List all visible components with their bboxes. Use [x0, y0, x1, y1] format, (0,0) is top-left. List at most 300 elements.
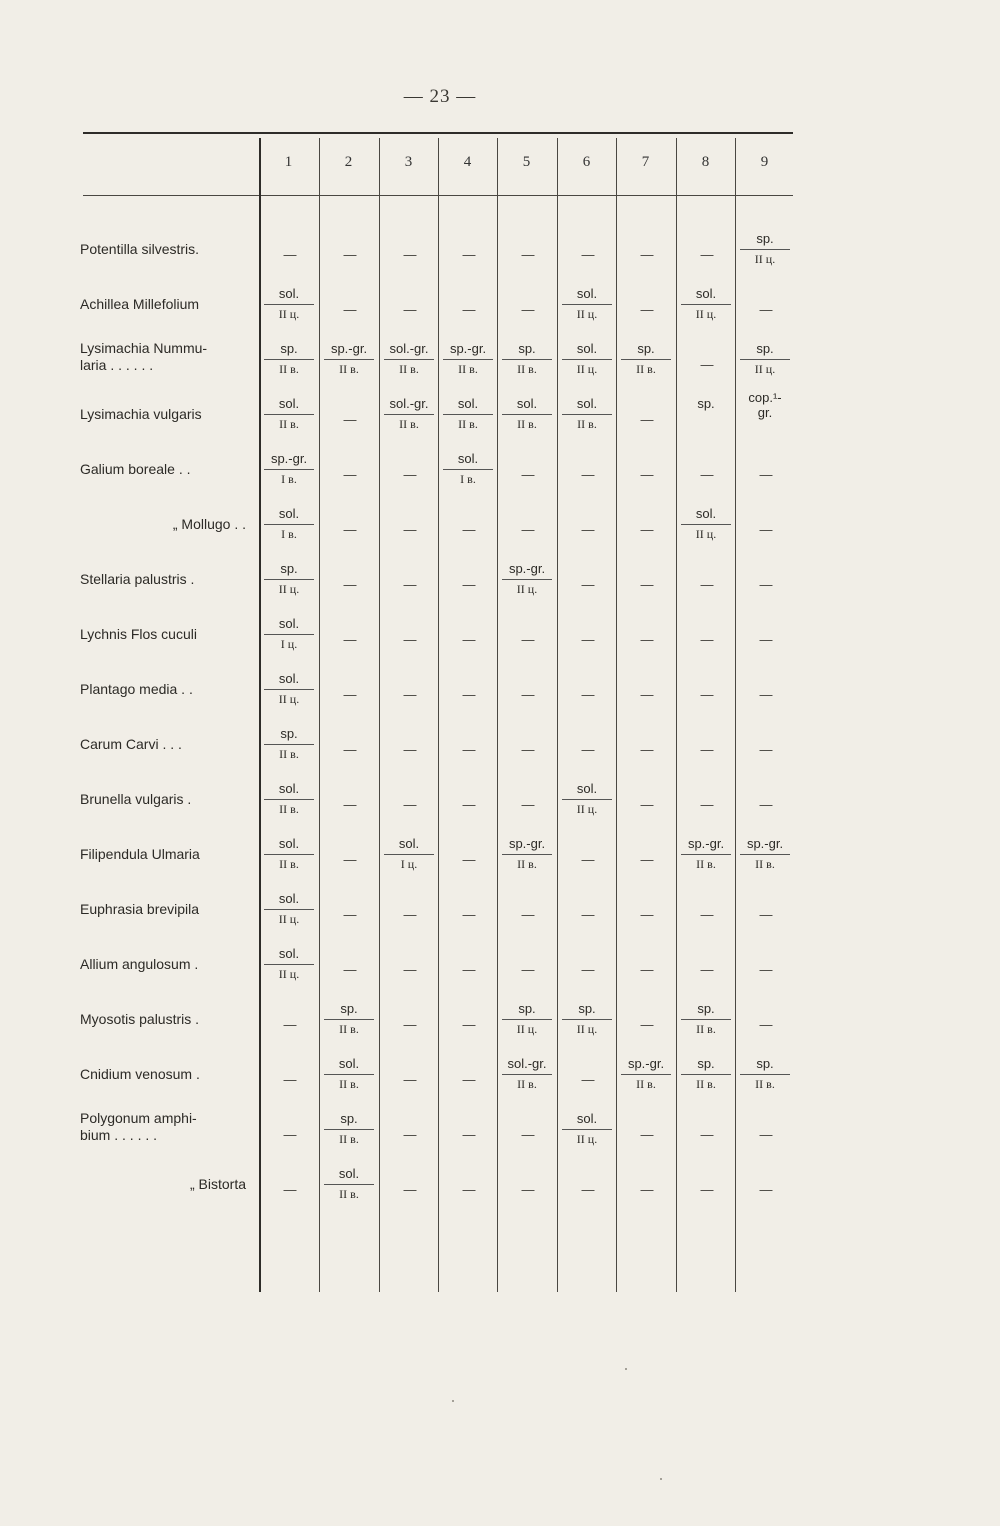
table-cell [737, 991, 796, 1046]
abundance-score: sol. [562, 1111, 612, 1130]
absent-dash: — [343, 302, 357, 317]
abundance-score: sol. [264, 506, 314, 525]
absent-dash: — [700, 742, 714, 757]
abundance-score: sp. [621, 341, 671, 360]
abundance-score: sol. [264, 616, 314, 635]
table-cell [381, 826, 440, 881]
phenology-stage: II в. [339, 1022, 359, 1036]
table-cell [261, 991, 320, 1046]
table-cell [499, 826, 558, 881]
absent-dash: — [403, 1072, 417, 1087]
table-cell [440, 221, 499, 276]
column-divider [676, 138, 677, 1292]
phenology-stage: II ц. [576, 362, 598, 376]
abundance-score: sp. [681, 1001, 731, 1020]
column-header-1: 1 [284, 154, 293, 170]
table-cell [618, 936, 677, 991]
table-row [0, 551, 1000, 606]
abundance-value [261, 781, 317, 817]
table-row [0, 716, 1000, 771]
table-cell [618, 1101, 677, 1156]
species-name [80, 386, 252, 441]
table-cell [499, 936, 558, 991]
species-name-line2: bium . . . . . . [80, 1127, 158, 1143]
absent-dash: — [759, 962, 773, 977]
absent-dash: — [521, 797, 535, 812]
abundance-value [261, 451, 317, 487]
abundance-score: sol. [681, 506, 731, 525]
table-cell [737, 496, 796, 551]
species-name [80, 1101, 252, 1156]
table-cell [261, 386, 320, 441]
table-cell [499, 1046, 558, 1101]
absent-dash: — [343, 632, 357, 647]
abundance-score: sp.-gr. [502, 836, 552, 855]
abundance-value [261, 286, 317, 322]
table-cell [381, 1156, 440, 1211]
table-cell [440, 386, 499, 441]
table-row [0, 441, 1000, 496]
table-cell [261, 1156, 320, 1211]
table-row [0, 826, 1000, 881]
table-cell [559, 826, 618, 881]
abundance-score: sol.-gr. [384, 396, 434, 415]
abundance-score: sp.-gr. [740, 836, 790, 855]
abundance-score: sol. [264, 946, 314, 965]
absent-dash: — [640, 907, 654, 922]
column-divider [259, 138, 261, 1292]
abundance-value [261, 836, 317, 872]
abundance-score: sp. [264, 561, 314, 580]
table-cell [499, 331, 558, 386]
species-name-text: Stellaria palustris . [80, 571, 195, 587]
phenology-stage: II в. [636, 1077, 656, 1091]
abundance-score: sol. [264, 396, 314, 415]
table-cell [737, 771, 796, 826]
abundance-score: sp. [740, 231, 790, 250]
table-cell [618, 1156, 677, 1211]
table-cell [678, 661, 737, 716]
abundance-score: sol. [264, 781, 314, 800]
table-cell [737, 661, 796, 716]
table-cell [559, 936, 618, 991]
abundance-value [678, 1001, 734, 1037]
abundance-score: sp. [324, 1001, 374, 1020]
table-row [0, 771, 1000, 826]
abundance-value [440, 451, 496, 487]
table-cell [559, 496, 618, 551]
phenology-stage: II ц. [695, 307, 717, 321]
column-header-8: 8 [701, 154, 710, 170]
table-cell [559, 771, 618, 826]
phenology-stage: II в. [696, 1022, 716, 1036]
abundance-value [499, 1001, 555, 1037]
table-cell [381, 716, 440, 771]
table-cell [678, 441, 737, 496]
phenology-stage: II ц. [754, 252, 776, 266]
column-divider [497, 138, 498, 1292]
abundance-value [261, 561, 317, 597]
species-name-text: Lychnis Flos cuculi [80, 626, 197, 642]
table-cell [559, 606, 618, 661]
absent-dash: — [343, 962, 357, 977]
table-cell [618, 496, 677, 551]
phenology-stage: II в. [339, 1077, 359, 1091]
abundance-score: sol. [264, 891, 314, 910]
species-name [80, 551, 252, 606]
table-cell [618, 551, 677, 606]
phenology-stage: I ц. [400, 857, 418, 871]
absent-dash: — [403, 962, 417, 977]
table-row [0, 1046, 1000, 1101]
phenology-stage: I ц. [280, 637, 298, 651]
table-cell [440, 881, 499, 936]
absent-dash: — [403, 632, 417, 647]
table-cell [499, 771, 558, 826]
phenology-stage: II в. [517, 417, 537, 431]
absent-dash: — [640, 412, 654, 427]
abundance-value [678, 836, 734, 872]
abundance-score: sol. [384, 836, 434, 855]
abundance-value [737, 1056, 793, 1092]
table-cell [618, 386, 677, 441]
species-name-text: Filipendula Ulmaria [80, 846, 200, 862]
absent-dash: — [462, 852, 476, 867]
absent-dash: — [581, 687, 595, 702]
table-cell [321, 276, 380, 331]
absent-dash: — [521, 1182, 535, 1197]
absent-dash: — [521, 687, 535, 702]
column-header-6: 6 [582, 154, 591, 170]
abundance-value [618, 1056, 674, 1092]
absent-dash: — [640, 797, 654, 812]
phenology-stage: II в. [517, 1077, 537, 1091]
abundance-score: sp.-gr. [681, 836, 731, 855]
table-cell [381, 221, 440, 276]
table-cell [737, 826, 796, 881]
species-name [80, 716, 252, 771]
species-name [80, 826, 252, 881]
table-cell [618, 1046, 677, 1101]
column-divider [319, 138, 320, 1292]
phenology-stage: II в. [458, 362, 478, 376]
table-row [0, 331, 1000, 386]
table-cell [678, 496, 737, 551]
absent-dash: — [640, 632, 654, 647]
table-cell [678, 936, 737, 991]
absent-dash: — [462, 907, 476, 922]
absent-dash: — [640, 1182, 654, 1197]
table-cell [559, 441, 618, 496]
table-cell [678, 331, 737, 386]
table-cell [499, 276, 558, 331]
table-cell [737, 221, 796, 276]
table-cell [440, 496, 499, 551]
absent-dash: — [759, 632, 773, 647]
species-name-text: Brunella vulgaris . [80, 791, 192, 807]
column-header-2: 2 [344, 154, 353, 170]
absent-dash: — [700, 962, 714, 977]
table-cell [261, 276, 320, 331]
table-row [0, 881, 1000, 936]
abundance-score: sp.-gr. [324, 341, 374, 360]
absent-dash: — [521, 1127, 535, 1142]
table-cell [678, 221, 737, 276]
table-cell [381, 276, 440, 331]
table-cell [440, 716, 499, 771]
table-cell [737, 386, 796, 441]
table-cell [321, 991, 380, 1046]
absent-dash: — [283, 247, 297, 262]
table-cell [261, 551, 320, 606]
absent-dash: — [640, 1127, 654, 1142]
absent-dash: — [581, 907, 595, 922]
abundance-value [261, 616, 317, 652]
absent-dash: — [462, 1017, 476, 1032]
table-cell [321, 551, 380, 606]
absent-dash: — [343, 742, 357, 757]
table-cell [440, 991, 499, 1046]
table-cell [559, 1156, 618, 1211]
table-cell [559, 551, 618, 606]
phenology-stage: II ц. [278, 912, 300, 926]
table-cell [381, 496, 440, 551]
abundance-score: sol. [324, 1166, 374, 1185]
table-cell [499, 1156, 558, 1211]
table-cell [321, 386, 380, 441]
abundance-value [678, 1056, 734, 1092]
table-cell [499, 496, 558, 551]
phenology-stage: II ц. [576, 1022, 598, 1036]
abundance-score: sp. [324, 1111, 374, 1130]
abundance-value [678, 396, 734, 416]
absent-dash: — [581, 522, 595, 537]
absent-dash: — [462, 687, 476, 702]
absent-dash: — [462, 1072, 476, 1087]
table-cell [261, 1101, 320, 1156]
table-cell [559, 881, 618, 936]
table-cell [440, 1046, 499, 1101]
species-name-text: Myosotis palustris . [80, 1011, 200, 1027]
species-name [80, 606, 252, 661]
phenology-stage: II в. [636, 362, 656, 376]
table-cell [321, 661, 380, 716]
table-cell [261, 661, 320, 716]
abundance-score: sp. [502, 1001, 552, 1020]
phenology-stage: II ц. [516, 1022, 538, 1036]
abundance-value [321, 1056, 377, 1092]
table-cell [678, 1101, 737, 1156]
absent-dash: — [640, 302, 654, 317]
absent-dash: — [700, 687, 714, 702]
abundance-value [499, 836, 555, 872]
table-cell [440, 771, 499, 826]
absent-dash: — [462, 742, 476, 757]
table-cell [499, 661, 558, 716]
absent-dash: — [403, 687, 417, 702]
absent-dash: — [283, 1017, 297, 1032]
table-cell [261, 826, 320, 881]
table-cell [499, 551, 558, 606]
table-cell [321, 936, 380, 991]
table-cell [737, 441, 796, 496]
species-name [80, 276, 252, 331]
phenology-stage: II в. [279, 417, 299, 431]
phenology-stage: I в. [281, 472, 297, 486]
abundance-score: sol. [264, 671, 314, 690]
column-divider [616, 138, 617, 1292]
column-header-9: 9 [760, 154, 769, 170]
paper-speck [452, 1400, 454, 1402]
absent-dash: — [283, 1127, 297, 1142]
abundance-value [678, 286, 734, 322]
table-cell [321, 1156, 380, 1211]
species-name [80, 221, 252, 276]
column-header-3: 3 [404, 154, 413, 170]
table-cell [499, 441, 558, 496]
table-cell [381, 331, 440, 386]
absent-dash: — [462, 962, 476, 977]
phenology-stage: II в. [339, 362, 359, 376]
absent-dash: — [521, 742, 535, 757]
absent-dash: — [640, 577, 654, 592]
table-cell [381, 606, 440, 661]
column-header-5: 5 [522, 154, 531, 170]
absent-dash: — [640, 962, 654, 977]
absent-dash: — [403, 247, 417, 262]
species-name-text: Plantago media . . [80, 681, 193, 697]
table-cell [499, 716, 558, 771]
phenology-stage: II ц. [576, 802, 598, 816]
abundance-score: sp.-gr. [502, 561, 552, 580]
species-name [80, 1156, 252, 1211]
table-row [0, 496, 1000, 551]
absent-dash: — [700, 907, 714, 922]
table-cell [499, 881, 558, 936]
table-cell [499, 991, 558, 1046]
phenology-stage: II ц. [278, 582, 300, 596]
absent-dash: — [462, 797, 476, 812]
absent-dash: — [700, 577, 714, 592]
absent-dash: — [581, 467, 595, 482]
abundance-score: sol. [264, 286, 314, 305]
table-cell [440, 1156, 499, 1211]
table-cell [381, 771, 440, 826]
species-name-text: Lysimachia vulgaris [80, 406, 202, 422]
phenology-stage: II в. [279, 857, 299, 871]
phenology-stage: II ц. [278, 307, 300, 321]
absent-dash: — [521, 962, 535, 977]
species-name-text: Galium boreale . . [80, 461, 191, 477]
table-cell [737, 276, 796, 331]
table-row [0, 606, 1000, 661]
species-name-text: Potentilla silvestris. [80, 241, 200, 257]
phenology-stage [678, 414, 734, 416]
absent-dash: — [343, 852, 357, 867]
phenology-stage: II ц. [576, 1132, 598, 1146]
table-cell [321, 221, 380, 276]
species-name-line1: Lysimachia Nummu- [80, 340, 208, 356]
absent-dash: — [640, 687, 654, 702]
abundance-score: sp. [740, 1056, 790, 1075]
abundance-value [381, 836, 437, 872]
abundance-score: sol. [562, 286, 612, 305]
table-cell [381, 1101, 440, 1156]
abundance-value [440, 341, 496, 377]
species-name-text: „ Mollugo . . [172, 516, 246, 532]
table-cell [559, 661, 618, 716]
table-row [0, 661, 1000, 716]
abundance-score: sol. [562, 341, 612, 360]
absent-dash: — [343, 687, 357, 702]
phenology-stage: II в. [458, 417, 478, 431]
absent-dash: — [759, 907, 773, 922]
abundance-score: sp. [740, 341, 790, 360]
table-cell [440, 661, 499, 716]
absent-dash: — [700, 247, 714, 262]
absent-dash: — [700, 357, 714, 372]
abundance-score: sol. [681, 286, 731, 305]
species-name-line1: Polygonum amphi- [80, 1110, 197, 1126]
abundance-value [559, 781, 615, 817]
abundance-value [559, 1111, 615, 1147]
phenology-stage: II в. [279, 362, 299, 376]
abundance-value [321, 1166, 377, 1202]
species-name [80, 881, 252, 936]
table-cell [737, 606, 796, 661]
abundance-value [381, 396, 437, 432]
abundance-value [261, 396, 317, 432]
phenology-stage: II ц. [516, 582, 538, 596]
column-divider [438, 138, 439, 1292]
absent-dash: — [759, 687, 773, 702]
absent-dash: — [759, 742, 773, 757]
table-cell [321, 716, 380, 771]
abundance-score: sp.-gr. [443, 341, 493, 360]
page-number: — 23 — [403, 86, 477, 107]
abundance-value [499, 341, 555, 377]
phenology-stage: II в. [696, 857, 716, 871]
column-divider [735, 138, 736, 1292]
absent-dash: — [403, 1182, 417, 1197]
table-cell [678, 386, 737, 441]
table-cell [261, 771, 320, 826]
species-name-text: Carum Carvi . . . [80, 736, 182, 752]
phenology-stage: II в. [399, 362, 419, 376]
absent-dash: — [700, 1182, 714, 1197]
table-cell [618, 661, 677, 716]
table-cell [321, 606, 380, 661]
species-name [80, 661, 252, 716]
absent-dash: — [521, 302, 535, 317]
phenology-stage: II в. [399, 417, 419, 431]
table-row [0, 1156, 1000, 1211]
table-row [0, 1101, 1000, 1156]
phenology-stage [737, 423, 793, 425]
phenology-stage: II в. [279, 747, 299, 761]
paper-speck [625, 1368, 627, 1370]
absent-dash: — [462, 522, 476, 537]
table-row [0, 991, 1000, 1046]
table-cell [321, 881, 380, 936]
table-cell [499, 221, 558, 276]
phenology-stage: I в. [460, 472, 476, 486]
absent-dash: — [521, 467, 535, 482]
abundance-value [737, 231, 793, 267]
absent-dash: — [640, 1017, 654, 1032]
absent-dash: — [640, 852, 654, 867]
table-cell [440, 936, 499, 991]
